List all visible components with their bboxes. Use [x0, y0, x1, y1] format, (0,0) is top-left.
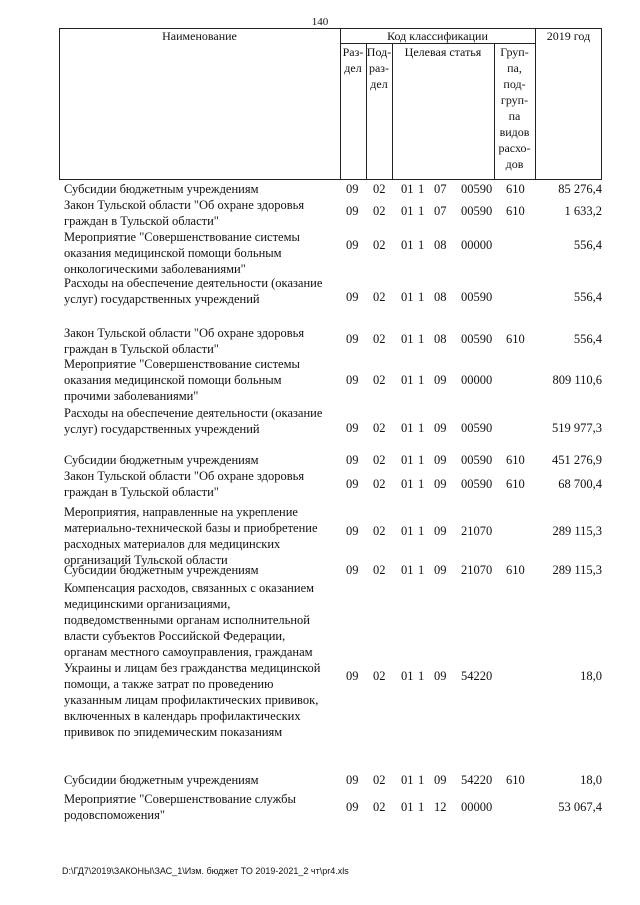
row-p3: 08	[434, 332, 447, 346]
row-sum: 68 700,4	[558, 477, 602, 491]
row-p4: 00000	[461, 238, 493, 252]
row-name-line: Субсидии бюджетным учреждениям	[64, 182, 259, 196]
row-p2: 1	[418, 477, 425, 491]
row-name	[64, 772, 346, 788]
row-podrazdel: 02	[373, 800, 386, 814]
row-p3: 09	[434, 477, 447, 491]
row-p3: 09	[434, 453, 447, 467]
header-group-line: расхо-	[498, 141, 531, 155]
header-group-line: под-	[503, 77, 526, 91]
row-razdel: 09	[346, 421, 359, 435]
header-name: Наименование	[162, 29, 237, 43]
header-group-line: Груп-	[500, 45, 529, 59]
row-p4: 00590	[461, 204, 493, 218]
row-p1: 01	[401, 332, 414, 346]
row-vid: 610	[506, 773, 525, 787]
header-podrazdel-line: Под-	[366, 45, 392, 59]
row-name-line: Закон Тульской области "Об охране здоровья	[64, 469, 305, 483]
row-name-line: прививок по эпидемическим показаниям	[64, 725, 283, 739]
row-p2: 1	[418, 453, 425, 467]
row-sum: 18,0	[580, 669, 602, 683]
row-razdel: 09	[346, 477, 359, 491]
row-name-line: помощи, а также затрат по проведению	[64, 677, 274, 691]
row-p2: 1	[418, 773, 425, 787]
row-podrazdel: 02	[373, 421, 386, 435]
row-vid: 610	[506, 477, 525, 491]
row-sum: 289 115,3	[552, 524, 602, 538]
row-name-line: услуг) государственных учреждений	[64, 292, 260, 306]
row-name-line: Расходы на обеспечение деятельности (оказание	[64, 276, 323, 290]
row-name-line: медицинскими организациями,	[64, 597, 231, 611]
row-name	[64, 229, 346, 277]
row-p1: 01	[401, 182, 414, 196]
header-group-line: видов	[499, 125, 530, 139]
row-name-line: Украины и лицам без гражданства медицинской	[64, 661, 321, 675]
row-razdel: 09	[346, 524, 359, 538]
row-razdel: 09	[346, 182, 359, 196]
row-razdel: 09	[346, 773, 359, 787]
row-name	[64, 580, 346, 740]
row-name-line: оказания медицинской помощи больным	[64, 373, 282, 387]
header-group	[494, 44, 535, 172]
row-name-line: подведомственными органам исполнительной	[64, 613, 310, 627]
row-vid: 610	[506, 563, 525, 577]
row-name-line: указанным лицам профилактических прививок,	[64, 693, 319, 707]
row-p4: 00590	[461, 421, 493, 435]
row-name-line: родовспоможения"	[64, 808, 165, 822]
row-name-line: Расходы на обеспечение деятельности (оказание	[64, 406, 323, 420]
row-p2: 1	[418, 238, 425, 252]
row-name-line: организаций Тульской области	[64, 553, 228, 567]
row-podrazdel: 02	[373, 238, 386, 252]
row-razdel: 09	[346, 453, 359, 467]
row-name-line: Субсидии бюджетным учреждениям	[64, 773, 259, 787]
row-p1: 01	[401, 477, 414, 491]
header-podrazdel-line: раз-	[368, 61, 390, 75]
row-sum: 53 067,4	[558, 800, 602, 814]
row-p2: 1	[418, 373, 425, 387]
row-p4: 00590	[461, 182, 493, 196]
row-p1: 01	[401, 238, 414, 252]
row-podrazdel: 02	[373, 453, 386, 467]
row-p1: 01	[401, 524, 414, 538]
row-name-line: граждан в Тульской области"	[64, 485, 219, 499]
row-name	[64, 356, 346, 404]
row-p1: 01	[401, 453, 414, 467]
row-name	[64, 181, 346, 197]
header-razdel	[340, 44, 366, 76]
row-podrazdel: 02	[373, 204, 386, 218]
row-name-line: Мероприятие "Совершенствование системы	[64, 357, 300, 371]
row-name-line: расходных материалов для медицинских	[64, 537, 281, 551]
row-name-line: Закон Тульской области "Об охране здоровья	[64, 326, 305, 340]
row-razdel: 09	[346, 332, 359, 346]
row-sum: 519 977,3	[552, 421, 602, 435]
row-name-line: услуг) государственных учреждений	[64, 422, 260, 436]
row-p4: 21070	[461, 563, 493, 577]
row-name-line: онкологическими заболеваниями"	[64, 262, 246, 276]
row-name-line: Закон Тульской области "Об охране здоровья	[64, 198, 305, 212]
row-p4: 54220	[461, 669, 493, 683]
row-p3: 09	[434, 669, 447, 683]
row-podrazdel: 02	[373, 669, 386, 683]
row-podrazdel: 02	[373, 182, 386, 196]
row-p4: 54220	[461, 773, 493, 787]
row-sum: 556,4	[573, 332, 602, 346]
row-sum: 451 276,9	[552, 453, 602, 467]
row-name-line: органам местного самоуправления, гражданам	[64, 645, 313, 659]
row-name-line: Мероприятие "Совершенствование системы	[64, 230, 300, 244]
row-name	[64, 504, 346, 568]
row-sum: 556,4	[573, 238, 602, 252]
file-path: D:\ГД7\2019\ЗАКОНЫ\ЗАС_1\Изм. бюджет ТО 2019-2021_2 чт\pr4.xls	[62, 866, 349, 876]
row-p1: 01	[401, 204, 414, 218]
row-name-line: прочими заболеваниями"	[64, 389, 199, 403]
row-name	[64, 468, 346, 500]
row-p1: 01	[401, 421, 414, 435]
row-p2: 1	[418, 524, 425, 538]
row-razdel: 09	[346, 563, 359, 577]
header-group-line: па	[508, 109, 521, 123]
row-p2: 1	[418, 421, 425, 435]
header-group-line: груп-	[500, 93, 529, 107]
row-sum: 85 276,4	[558, 182, 602, 196]
row-vid: 610	[506, 182, 525, 196]
row-sum: 18,0	[580, 773, 602, 787]
header-group-line: па,	[507, 61, 522, 75]
row-podrazdel: 02	[373, 563, 386, 577]
row-p2: 1	[418, 800, 425, 814]
row-p3: 07	[434, 204, 447, 218]
row-name	[64, 197, 346, 229]
row-name-line: Субсидии бюджетным учреждениям	[64, 563, 259, 577]
row-p3: 08	[434, 290, 447, 304]
row-name	[64, 562, 346, 578]
row-razdel: 09	[346, 238, 359, 252]
row-razdel: 09	[346, 373, 359, 387]
header-year: 2019 год	[546, 29, 591, 43]
row-p1: 01	[401, 773, 414, 787]
row-name	[64, 275, 346, 307]
row-podrazdel: 02	[373, 773, 386, 787]
row-vid: 610	[506, 204, 525, 218]
row-name-line: оказания медицинской помощи больным	[64, 246, 282, 260]
row-p3: 09	[434, 773, 447, 787]
header-podrazdel	[366, 44, 392, 92]
row-sum: 289 115,3	[552, 563, 602, 577]
row-p1: 01	[401, 290, 414, 304]
row-name-line: граждан в Тульской области"	[64, 214, 219, 228]
row-p2: 1	[418, 290, 425, 304]
row-name-line: Субсидии бюджетным учреждениям	[64, 453, 259, 467]
header-podrazdel-line: дел	[370, 77, 388, 91]
row-p3: 12	[434, 800, 447, 814]
row-p3: 08	[434, 238, 447, 252]
row-podrazdel: 02	[373, 290, 386, 304]
row-podrazdel: 02	[373, 477, 386, 491]
header-razdel-line: Раз-	[342, 45, 364, 59]
row-name	[64, 325, 346, 357]
table-header	[59, 28, 602, 180]
row-name-line: Компенсация расходов, связанных с оказанием	[64, 581, 315, 595]
row-vid: 610	[506, 332, 525, 346]
row-name-line: власти субъектов Российской Федерации,	[64, 629, 286, 643]
header-code: Код классификации	[387, 29, 488, 43]
row-razdel: 09	[346, 800, 359, 814]
row-p3: 09	[434, 421, 447, 435]
row-podrazdel: 02	[373, 332, 386, 346]
row-razdel: 09	[346, 204, 359, 218]
row-p3: 09	[434, 563, 447, 577]
row-p1: 01	[401, 800, 414, 814]
row-name	[64, 791, 346, 823]
page-number: 140	[311, 16, 329, 28]
row-p2: 1	[418, 563, 425, 577]
row-p4: 00000	[461, 373, 493, 387]
row-vid: 610	[506, 453, 525, 467]
row-name-line: включенных в календарь профилактических	[64, 709, 301, 723]
header-razdel-line: дел	[344, 61, 362, 75]
row-p1: 01	[401, 373, 414, 387]
row-sum: 1 633,2	[564, 204, 602, 218]
row-sum: 556,4	[573, 290, 602, 304]
row-p4: 00590	[461, 290, 493, 304]
row-name-line: материально-технической базы и приобретение	[64, 521, 318, 535]
row-p4: 00590	[461, 453, 493, 467]
row-p2: 1	[418, 669, 425, 683]
row-name	[64, 452, 346, 468]
row-p1: 01	[401, 563, 414, 577]
row-sum: 809 110,6	[552, 373, 602, 387]
row-razdel: 09	[346, 290, 359, 304]
row-p1: 01	[401, 669, 414, 683]
row-p4: 00590	[461, 477, 493, 491]
row-p3: 07	[434, 182, 447, 196]
header-target: Целевая статья	[404, 45, 482, 59]
row-podrazdel: 02	[373, 373, 386, 387]
row-p2: 1	[418, 332, 425, 346]
row-name-line: Мероприятия, направленные на укрепление	[64, 505, 298, 519]
row-name-line: граждан в Тульской области"	[64, 342, 219, 356]
row-p2: 1	[418, 182, 425, 196]
row-name-line: Мероприятие "Совершенствование службы	[64, 792, 296, 806]
row-p4: 00000	[461, 800, 493, 814]
row-p4: 21070	[461, 524, 493, 538]
row-p2: 1	[418, 204, 425, 218]
header-group-line: дов	[505, 157, 524, 171]
row-podrazdel: 02	[373, 524, 386, 538]
row-p3: 09	[434, 524, 447, 538]
row-p4: 00590	[461, 332, 493, 346]
row-razdel: 09	[346, 669, 359, 683]
row-name	[64, 405, 346, 437]
row-p3: 09	[434, 373, 447, 387]
